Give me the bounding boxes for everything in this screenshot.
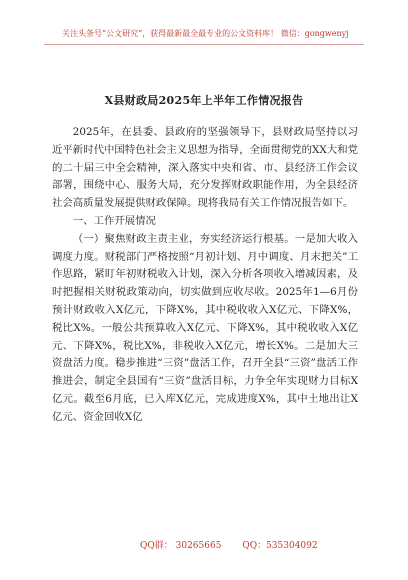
footer-qq-group: QQ群： 30265665 — [140, 541, 222, 551]
footer-qq: QQ：535304092 — [242, 541, 318, 551]
document-title: X县财政局2025年上半年工作情况报告 — [104, 94, 304, 107]
header-banner: 关注头条号“公文研究”，获得最新最全最专业的公文资料库！ 微信：gongwenyj — [62, 29, 349, 38]
header-divider — [44, 44, 364, 45]
document-body — [52, 124, 358, 427]
paragraph-section-1: （一）聚焦财政主责主业，夯实经济运行根基。一是加大收入调度力度。财税部门严格按照“月初计划、月中调度、月末把关”工作思路，紧盯年初财税收入计划，深入分析各项收入增减因素，及时把握相关财税政策动向，切实做到应收尽收。2025年1—6月份预计财政收入X亿元，下降X%，其中税收收入X亿元、下降X%，税比X%。一般公共预算收入X亿元、下降X%，其中税收收入X亿元、下降X%，税比X%，非税收入X亿元，增长X%。二是加大三资盘活力度。稳步推进“三资”盘活工作，召开全县“三资”盘活工作推进会，制定全县国有“三资”盘活目标，力争全年实现财力目标X亿元。截至6月底，已入库X亿元，完成进度X%，其中土地出让X亿元、资金回收X亿 — [52, 232, 358, 423]
section-heading: 一、工作开展情况 — [72, 214, 156, 227]
paragraph-intro: 2025年，在县委、县政府的坚强领导下，县财政局坚持以习近平新时代中国特色社会主义思想为指导，全面贯彻党的XX大和党的二十届三中全会精神，深入落实中央和省、市、县经济工作会议部署，围绕中心、服务大局，充分发挥财政职能作用，为全县经济社会高质量发展提供财政保障。现将我局有关工作情况报告如下。 — [52, 126, 358, 210]
footer-contact — [140, 538, 340, 551]
